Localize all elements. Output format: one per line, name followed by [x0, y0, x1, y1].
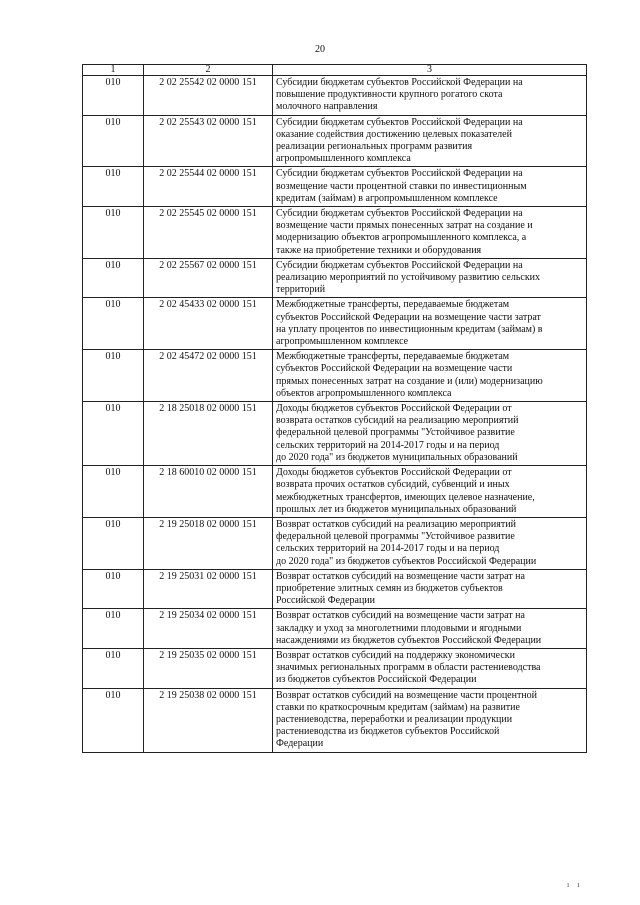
description-cell — [273, 609, 587, 649]
description-line: реализацию мероприятий по устойчивому развитию сельских — [276, 272, 541, 284]
budget-code-cell: 2 02 25542 02 0000 151 — [144, 76, 273, 116]
description-line: прошлых лет из бюджетов муниципальных образований — [276, 503, 517, 515]
budget-code-cell: 2 02 25567 02 0000 151 — [144, 258, 273, 298]
description-line: из бюджетов субъектов Российской Федерации — [276, 674, 477, 686]
budget-code-cell: 2 19 25031 02 0000 151 — [144, 569, 273, 609]
budget-code-cell: 2 02 25545 02 0000 151 — [144, 207, 273, 259]
description-line: прямых понесенных затрат на создание и (или) модернизацию — [276, 375, 543, 387]
budget-code-cell: 2 19 25038 02 0000 151 — [144, 688, 273, 752]
description-line: Возврат остатков субсидий на возмещение части затрат на — [276, 570, 525, 582]
table-row — [83, 115, 587, 167]
budget-code-cell: 2 02 45472 02 0000 151 — [144, 350, 273, 402]
description-line: до 2020 года" из бюджетов муниципальных образований — [276, 451, 518, 463]
description-line: Возврат остатков субсидий на реализацию мероприятий — [276, 518, 516, 530]
description-line: Субсидии бюджетам субъектов Российской Федерации на — [276, 259, 523, 271]
admin-code-cell: 010 — [83, 466, 144, 518]
budget-code-cell: 2 02 25544 02 0000 151 — [144, 167, 273, 207]
table-row — [83, 466, 587, 518]
description-line: Субсидии бюджетам субъектов Российской Федерации на — [276, 77, 523, 88]
description-line: федеральной целевой программы "Устойчивое развитие — [276, 427, 515, 439]
description-line: объектов агропромышленного комплекса — [276, 387, 452, 399]
description-line: Субсидии бюджетам субъектов Российской Федерации на — [276, 116, 523, 128]
description-cell — [273, 648, 587, 688]
description-line: Доходы бюджетов субъектов Российской Федерации от — [276, 403, 512, 415]
description-line: агропромышленном комплексе — [276, 336, 409, 348]
description-line: до 2020 года" из бюджетов субъектов Российской Федерации — [276, 555, 537, 567]
description-line: федеральной целевой программы "Устойчивое развитие — [276, 531, 515, 543]
description-line: приобретение элитных семян из бюджетов субъектов — [276, 582, 503, 594]
description-line: Субсидии бюджетам субъектов Российской Федерации на — [276, 208, 523, 220]
budget-code-cell: 2 18 60010 02 0000 151 — [144, 466, 273, 518]
description-line: кредитам (займам) в агропромышленном комплексе — [276, 192, 498, 204]
description-line: Доходы бюджетов субъектов Российской Федерации от — [276, 467, 512, 479]
description-cell — [273, 167, 587, 207]
description-cell — [273, 76, 587, 116]
admin-code-cell: 010 — [83, 688, 144, 752]
description-line: сельских территорий на 2014-2017 годы и на период — [276, 543, 500, 555]
budget-code-cell: 2 02 25543 02 0000 151 — [144, 115, 273, 167]
description-line: Субсидии бюджетам субъектов Российской Федерации на — [276, 168, 523, 180]
admin-code-cell: 010 — [83, 350, 144, 402]
description-cell — [273, 258, 587, 298]
column-header-2: 2 — [144, 65, 273, 76]
description-line: ставки по краткосрочным кредитам (займам) на развитие — [276, 701, 520, 713]
description-line: территорий — [276, 284, 326, 296]
description-line: субъектов Российской Федерации на возмещение части затрат — [276, 311, 541, 323]
description-line: значимых региональных программ в области растениеводства — [276, 662, 541, 674]
description-line: реализации региональных программ развития — [276, 141, 473, 153]
description-cell — [273, 350, 587, 402]
description-line: на уплату процентов по инвестиционным кредитам (займам) в — [276, 323, 543, 335]
description-cell — [273, 402, 587, 466]
description-cell — [273, 115, 587, 167]
description-line: субъектов Российской Федерации на возмещение части — [276, 363, 513, 375]
description-line: также на приобретение техники и оборудования — [276, 244, 482, 256]
table-row — [83, 569, 587, 609]
description-cell — [273, 466, 587, 518]
description-line: Федерации — [276, 738, 324, 750]
admin-code-cell: 010 — [83, 167, 144, 207]
description-line: сельских территорий на 2014-2017 годы и на период — [276, 439, 500, 451]
description-cell — [273, 298, 587, 350]
description-line: закладку и уход за многолетними плодовыми и ягодными — [276, 622, 522, 634]
description-line: Возврат остатков субсидий на возмещение части затрат на — [276, 610, 525, 622]
admin-code-cell: 010 — [83, 569, 144, 609]
admin-code-cell: 010 — [83, 207, 144, 259]
budget-classification-table — [82, 64, 587, 753]
column-header-1: 1 — [83, 65, 144, 76]
budget-code-cell: 2 02 45433 02 0000 151 — [144, 298, 273, 350]
description-cell — [273, 569, 587, 609]
admin-code-cell: 010 — [83, 402, 144, 466]
table-row — [83, 207, 587, 259]
description-cell — [273, 688, 587, 752]
description-cell — [273, 517, 587, 569]
description-line: оказание содействия достижению целевых показателей — [276, 128, 512, 140]
column-header-3: 3 — [273, 65, 587, 76]
description-cell — [273, 207, 587, 259]
admin-code-cell: 010 — [83, 517, 144, 569]
description-line: агропромышленного комплекса — [276, 153, 411, 165]
admin-code-cell: 010 — [83, 648, 144, 688]
admin-code-cell: 010 — [83, 76, 144, 116]
page-number: 20 — [315, 44, 325, 55]
description-line: молочного направления — [276, 101, 378, 113]
admin-code-cell: 010 — [83, 609, 144, 649]
table-row — [83, 167, 587, 207]
description-line: Межбюджетные трансферты, передаваемые бюджетам — [276, 351, 510, 363]
table-row — [83, 609, 587, 649]
table-row — [83, 350, 587, 402]
table-row — [83, 688, 587, 752]
table-row — [83, 648, 587, 688]
table-row — [83, 402, 587, 466]
description-line: возврата остатков субсидий на реализацию мероприятий — [276, 415, 519, 427]
table-row — [83, 517, 587, 569]
admin-code-cell: 010 — [83, 115, 144, 167]
description-line: межбюджетных трансфертов, имеющих целевое назначение, — [276, 491, 535, 503]
table-body — [83, 76, 587, 753]
table-header-row — [83, 65, 587, 76]
description-line: возмещение части процентной ставки по инвестиционным — [276, 180, 527, 192]
budget-code-cell: 2 19 25035 02 0000 151 — [144, 648, 273, 688]
description-line: модернизацию объектов агропромышленного комплекса, а — [276, 232, 527, 244]
admin-code-cell: 010 — [83, 258, 144, 298]
admin-code-cell: 010 — [83, 298, 144, 350]
table-row — [83, 76, 587, 116]
budget-code-cell: 2 18 25018 02 0000 151 — [144, 402, 273, 466]
description-line: Возврат остатков субсидий на возмещение части процентной — [276, 689, 538, 701]
description-line: Возврат остатков субсидий на поддержку экономически — [276, 649, 515, 661]
description-line: Российской Федерации — [276, 595, 376, 607]
description-line: Межбюджетные трансферты, передаваемые бюджетам — [276, 299, 510, 311]
budget-code-cell: 2 19 25018 02 0000 151 — [144, 517, 273, 569]
table-row — [83, 258, 587, 298]
corner-marks: ı ı — [567, 880, 583, 889]
description-line: повышение продуктивности крупного рогатого скота — [276, 89, 503, 101]
table-row — [83, 298, 587, 350]
description-line: возврата прочих остатков субсидий, субвенций и иных — [276, 479, 510, 491]
description-line: насаждениями из бюджетов субъектов Российской Федерации — [276, 634, 542, 646]
description-line: растениеводства, переработки и реализации продукции — [276, 713, 513, 725]
description-line: растениеводства из бюджетов субъектов Российской — [276, 726, 500, 738]
description-line: возмещение части прямых понесенных затрат на создание и — [276, 220, 533, 232]
budget-code-cell: 2 19 25034 02 0000 151 — [144, 609, 273, 649]
